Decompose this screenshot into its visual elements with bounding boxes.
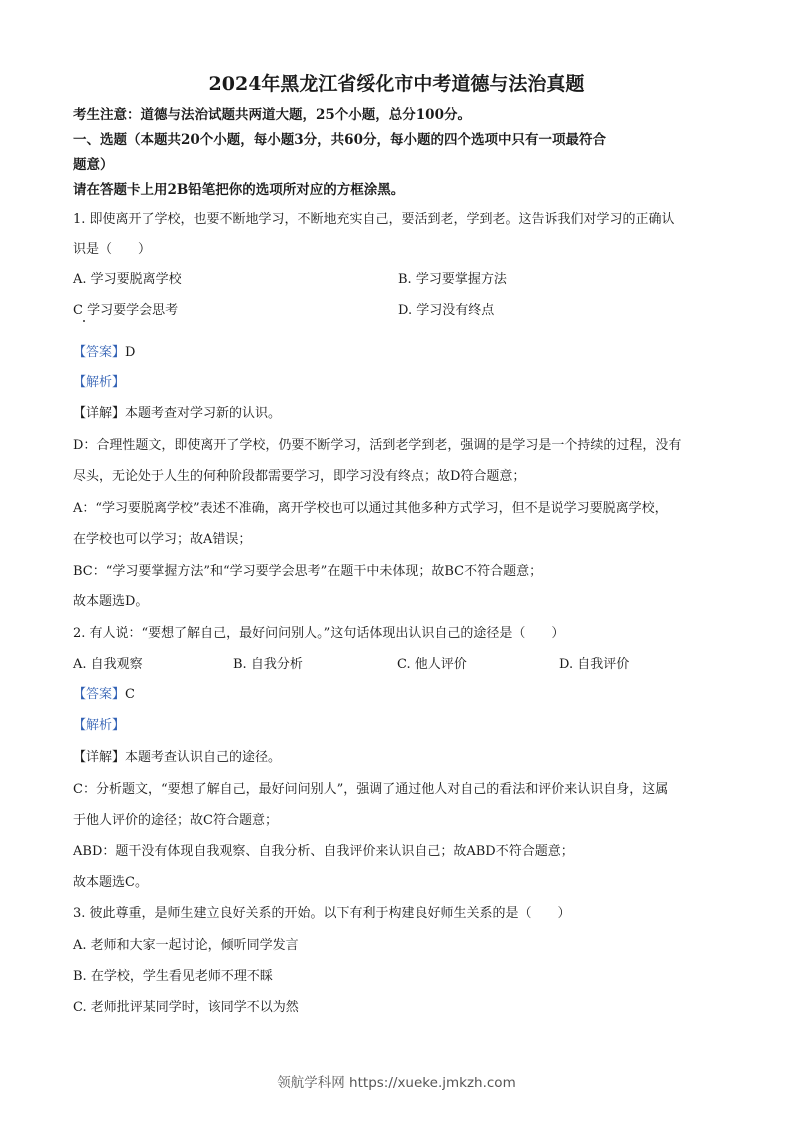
q1-option-b: B. 学习要掌握方法: [398, 272, 507, 287]
q2-analysis-line: ABD：题干没有体现自我观察、自我分析、自我评价来认识自己；故ABD不符合题意；: [73, 844, 574, 859]
q1-stem-line1: 1. 即使离开了学校，也要不断地学习，不断地充实自己，要活到老，学到老。这告诉我们对学习的正确认: [73, 212, 675, 227]
exam-notice: 考生注意：道德与法治试题共两道大题，25个小题，总分100分。: [73, 107, 471, 123]
q2-analysis-tag: 【解析】: [73, 718, 126, 733]
q1-analysis-line: 在学校也可以学习；故A错误；: [73, 532, 252, 547]
q2-option-b: B. 自我分析: [233, 657, 303, 672]
q3-option-a: A. 老师和大家一起讨论，倾听同学发言: [73, 938, 299, 953]
page-title: 2024年黑龙江省绥化市中考道德与法治真题: [208, 73, 585, 95]
q1-analysis-line: BC：“学习要掌握方法”和“学习要学会思考”在题干中未体现；故BC不符合题意；: [73, 564, 543, 579]
q1-analysis-line: A：“学习要脱离学校”表述不准确，离开学校也可以通过其他多种方式学习，但不是说学习要脱离学校，: [73, 501, 668, 516]
answer-instruction: 请在答题卡上用2B铅笔把你的选项所对应的方框涂黑。: [73, 182, 405, 198]
q2-answer: [73, 686, 135, 704]
q2-analysis-line: C：分析题文，“要想了解自己，最好问问别人”，强调了通过他人对自己的看法和评价来认识自身，这属: [73, 782, 669, 797]
q1-analysis-line: 故本题选D。: [73, 594, 149, 609]
q1-analysis-tag: 【解析】: [73, 375, 126, 390]
q1-answer-tag: 【答案】: [73, 345, 126, 360]
q1-analysis-line: D：合理性题文，即使离开了学校，仍要不断学习，活到老学到老，强调的是学习是一个持续的过程，没有: [73, 438, 682, 453]
stray-dot: [83, 320, 85, 322]
section-heading-line1: 一、选题（本题共20个小题，每小题3分，共60分，每小题的四个选项中只有一项最符合: [73, 132, 606, 148]
q2-stem: 2. 有人说：“要想了解自己，最好问问别人。”这句话体现出认识自己的途径是（ ）: [73, 626, 565, 641]
q2-answer-value: C: [125, 687, 135, 702]
q1-analysis-line: 尽头，无论处于人生的何种阶段都需要学习，即学习没有终点；故D符合题意；: [73, 469, 526, 484]
q1-option-d: D. 学习没有终点: [398, 303, 495, 318]
q2-option-c: C. 他人评价: [397, 657, 467, 672]
q1-detail: 【详解】本题考查对学习新的认识。: [73, 406, 282, 421]
q1-option-c: C 学习要学会思考: [73, 303, 179, 318]
q3-stem: 3. 彼此尊重，是师生建立良好关系的开始。以下有利于构建良好师生关系的是（ ）: [73, 906, 571, 921]
q3-option-b: B. 在学校，学生看见老师不理不睬: [73, 969, 273, 984]
q1-answer: [73, 344, 135, 362]
q2-analysis-line: 于他人评价的途径；故C符合题意；: [73, 813, 278, 828]
q2-detail: 【详解】本题考查认识自己的途径。: [73, 750, 282, 765]
q1-stem-line2: 识是（ ）: [73, 242, 152, 257]
q3-option-c: C. 老师批评某同学时，该同学不以为然: [73, 1000, 299, 1015]
section-heading-line2: 题意）: [73, 157, 114, 173]
q2-answer-tag: 【答案】: [73, 687, 126, 702]
footer-watermark: 领航学科网 https://xueke.jmkzh.com: [277, 1075, 516, 1091]
q1-option-a: A. 学习要脱离学校: [73, 272, 182, 287]
q2-analysis-line: 故本题选C。: [73, 875, 148, 890]
q1-answer-value: D: [125, 345, 136, 360]
q2-option-a: A. 自我观察: [73, 657, 143, 672]
q2-option-d: D. 自我评价: [559, 657, 630, 672]
